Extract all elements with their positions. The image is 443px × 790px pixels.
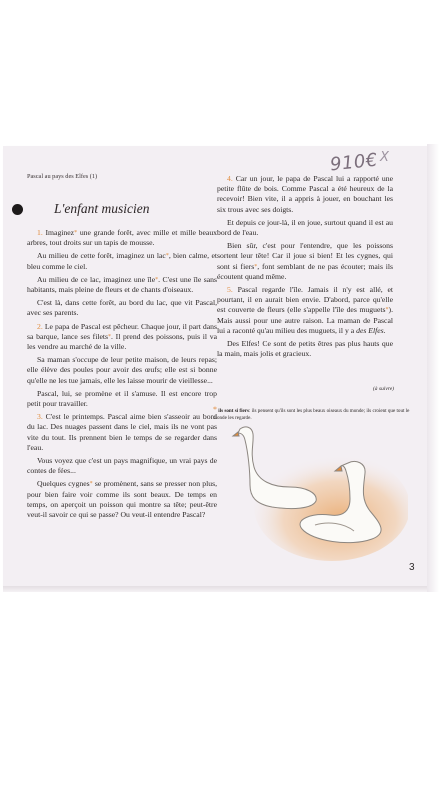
paragraph: Au milieu de ce lac, imaginez une île*. C'est une île sans habitants, mais pleine de fleurs et de chants d'oiseaux. (27, 274, 217, 295)
chapter-bullet (12, 204, 23, 215)
chapter-title: L'enfant musicien (54, 201, 150, 216)
swans-illustration (220, 415, 408, 565)
paragraph: Au milieu de cette forêt, imaginez un lac*, bien calme, et bleu comme le ciel. (27, 251, 217, 271)
page-number: 3 (409, 562, 415, 573)
paragraph: Bien sûr, c'est pour l'entendre, que les poissons sortent leur tête! Car il joue si bien! Et les cygnes, qui sont si fiers*, font semblant de ne pas écouter; mais ils écoutent quand même. (217, 241, 394, 281)
right-column (217, 174, 393, 362)
paragraph: 4. Car un jour, le papa de Pascal lui a rapporté une petite flûte de bois. Comme Pascal a été heureux de la recevoir! Bien vite, il a appris à jouer, en bouchant les six trous avec ses doigts. (217, 174, 393, 214)
footnote-text: : ils pensent qu'ils sont les plus beaux oiseaux du monde; ils croient que tout le monde les regarde. (213, 408, 410, 421)
series-header: Pascal au pays des Elfes (1) (27, 173, 98, 180)
continued-label: (à suivre) (372, 386, 394, 392)
paragraph: Sa maman s'occupe de leur petite maison, de leurs repas; elle élève des poules pour avoir des œufs; elle est si bonne qu'elle ne les tue jamais, elle les laisse mourir de vieillesse... (27, 355, 217, 385)
footnote-marker: * (213, 405, 217, 414)
paragraph: C'est là, dans cette forêt, au bord du lac, que vit Pascal, avec ses parents. (27, 298, 217, 318)
left-column (27, 228, 217, 523)
handwritten-price: 910€ (329, 149, 379, 176)
paragraph: 2. Le papa de Pascal est pêcheur. Chaque jour, il part dans sa barque, lance ses filets*. Il prend des poissons, puis il va les vendre au marché de la ville. (27, 321, 217, 352)
handwritten-mark: X (380, 150, 390, 165)
paragraph: Vous voyez que c'est un pays magnifique, un vrai pays de contes de fées... (27, 456, 217, 476)
paragraph: 1. Imaginez* une grande forêt, avec mille et mille beaux arbres, tout droits sur un tapis de mousse. (27, 228, 218, 248)
paragraph: 5. Pascal regarde l'île. Jamais il n'y est allé, et pourtant, il en aurait bien envie. D'abord, parce qu'elle est couverte de fleurs (elle s'appelle l'île des muguets*). Mais aussi pour une autre raison. La maman de Pascal lui a raconté qu'au milieu des muguets, il y a des Elfes. (217, 285, 394, 335)
paragraph: 3. C'est le printemps. Pascal aime bien s'asseoir au bord du lac. Des nuages passent dans le ciel, mais ils ne vont pas vite du tout. Ils prennent bien le temps de se regarder dans l'eau. (27, 412, 218, 452)
paragraph: Et depuis ce jour-là, il en joue, surtout quand il est au bord de l'eau. (217, 217, 393, 238)
paragraph: Pascal, lui, se promène et il s'amuse. Il est encore trop petit pour travailler. (27, 388, 217, 409)
paragraph: Des Elfes! Ce sont de petits êtres pas plus hauts que la main, mais jolis et gracieux. (217, 339, 393, 359)
paragraph: Quelques cygnes* se promènent, sans se presser non plus, pour bien faire voir comme ils sont beaux. De temps en temps, on aperçoit un poisson qui montre sa tête; peut-être veut-il savoir ce qui se passe? Ou veut-il entendre Pascal? (27, 479, 217, 520)
page-edge (427, 144, 439, 592)
footnote-term: ils sont si fiers (218, 408, 249, 414)
